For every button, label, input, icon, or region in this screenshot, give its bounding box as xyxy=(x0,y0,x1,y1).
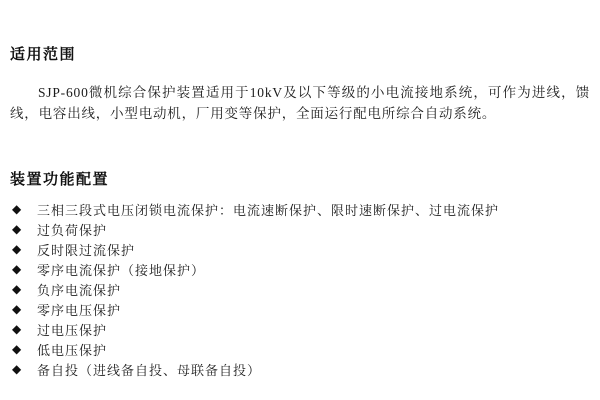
diamond-bullet-icon: ◆ xyxy=(12,342,23,356)
feature-list-item xyxy=(10,199,590,219)
feature-list-item xyxy=(10,359,590,379)
feature-list-item xyxy=(10,279,590,299)
feature-item-label: 低电压保护 xyxy=(37,342,108,358)
feature-list-item xyxy=(10,299,590,319)
feature-item-label: 备自投（进线备自投、母联备自投） xyxy=(37,362,262,378)
feature-list-item xyxy=(10,339,590,359)
scope-paragraph: SJP-600微机综合保护装置适用于10kV及以下等级的小电流接地系统，可作为进线，馈线，电容出线，小型电动机，厂用变等保护，全面运行配电所综合自动系统。 xyxy=(10,85,590,121)
diamond-bullet-icon: ◆ xyxy=(12,222,23,236)
diamond-bullet-icon: ◆ xyxy=(12,262,23,276)
feature-list-item xyxy=(10,219,590,239)
diamond-bullet-icon: ◆ xyxy=(12,362,23,376)
feature-item-label: 零序电流保护（接地保护） xyxy=(37,262,206,278)
feature-list-item xyxy=(10,259,590,279)
feature-list-item xyxy=(10,239,590,259)
config-section-heading: 装置功能配置 xyxy=(10,171,110,188)
feature-item-label: 反时限过流保护 xyxy=(37,242,136,258)
diamond-bullet-icon: ◆ xyxy=(12,202,23,216)
diamond-bullet-icon: ◆ xyxy=(12,302,23,316)
scope-section-heading: 适用范围 xyxy=(10,46,77,63)
feature-item-label: 三相三段式电压闭锁电流保护：电流速断保护、限时速断保护、过电流保护 xyxy=(37,202,500,218)
feature-list-item xyxy=(10,319,590,339)
feature-item-label: 零序电压保护 xyxy=(37,302,122,318)
feature-item-label: 负序电流保护 xyxy=(37,282,122,298)
diamond-bullet-icon: ◆ xyxy=(12,282,23,296)
feature-list xyxy=(10,199,590,379)
feature-item-label: 过电压保护 xyxy=(37,322,108,338)
diamond-bullet-icon: ◆ xyxy=(12,322,23,336)
diamond-bullet-icon: ◆ xyxy=(12,242,23,256)
feature-item-label: 过负荷保护 xyxy=(37,222,108,238)
